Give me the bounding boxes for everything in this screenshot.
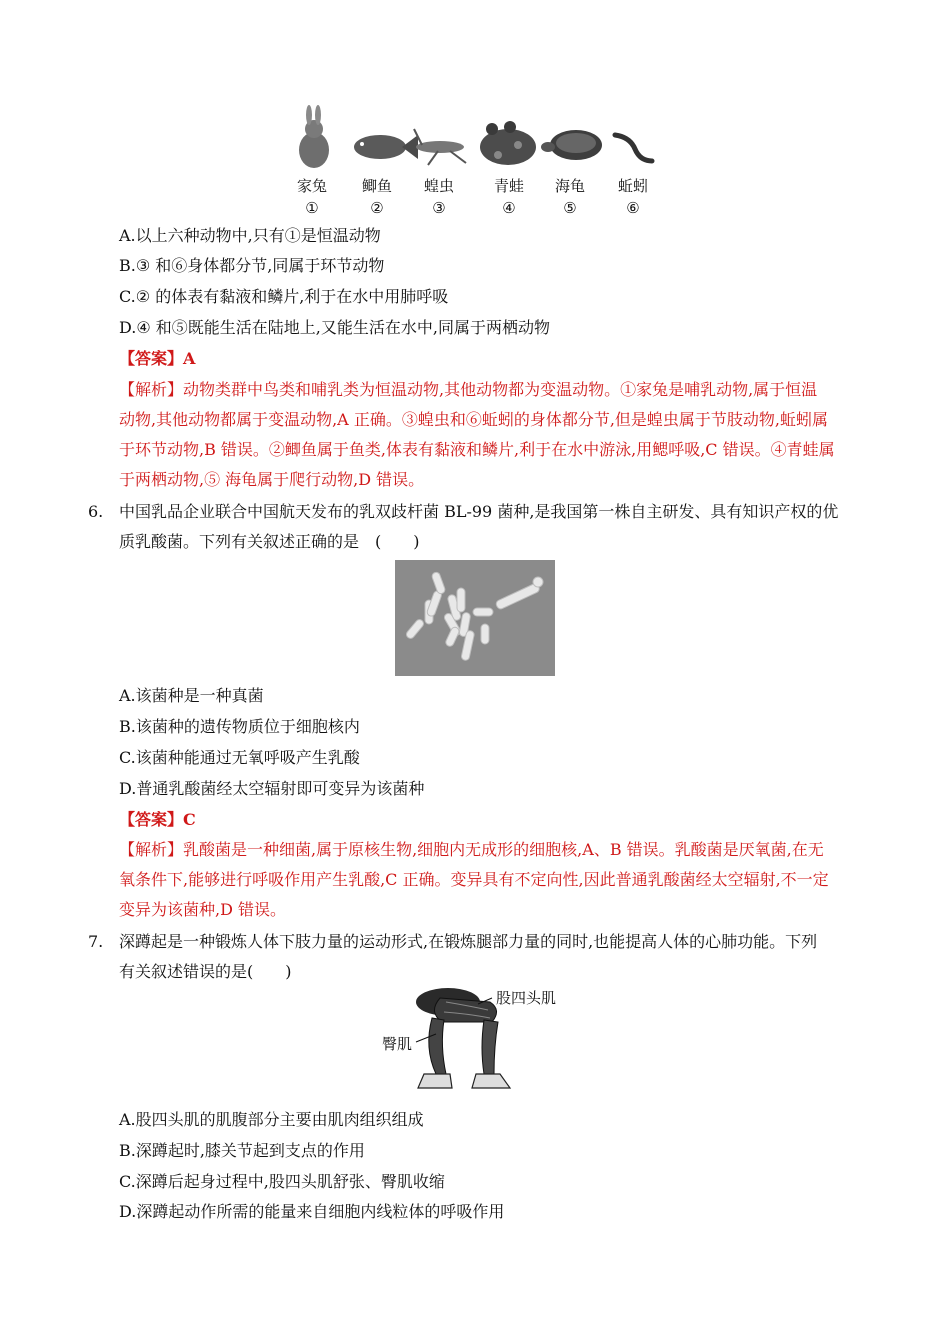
q5-analysis-line: 于环节动物,B 错误。②鲫鱼属于鱼类,体表有黏液和鳞片,利于在水中游泳,用鳃呼吸,C 错误。④青蛙属	[119, 440, 835, 459]
animal-number: ⑤	[563, 199, 577, 217]
quadriceps-label: 股四头肌	[496, 989, 557, 1007]
animal-number: ④	[502, 199, 516, 217]
q5-analysis-line: 动物,其他动物都属于变温动物,A 正确。③蝗虫和⑥蚯蚓的身体都分节,但是蝗虫属于节肢动物,蚯蚓属	[119, 410, 828, 429]
q7-option-d: D.深蹲起动作所需的能量来自细胞内线粒体的呼吸作用	[119, 1202, 505, 1221]
animal-label: 海龟	[554, 177, 585, 195]
squat-figure	[380, 988, 570, 1100]
q7-number: 7.	[88, 932, 104, 951]
q7-option-c: C.深蹲后起身过程中,股四头肌舒张、臀肌收缩	[119, 1172, 445, 1191]
q6-option-d: D.普通乳酸菌经太空辐射即可变异为该菌种	[119, 779, 425, 798]
q5-answer: 【答案】A	[119, 349, 196, 368]
q6-stem-line: 中国乳品企业联合中国航天发布的乳双歧杆菌 BL-99 菌种,是我国第一株自主研发、具有知识产权的优	[119, 502, 839, 521]
frog-image	[480, 121, 536, 165]
animals-figure	[290, 105, 670, 220]
q7-option-b: B.深蹲起时,膝关节起到支点的作用	[119, 1141, 365, 1160]
q7-option-a: A.股四头肌的肌腹部分主要由肌肉组织组成	[119, 1110, 424, 1129]
animal-label: 家兔	[296, 177, 327, 195]
q6-analysis-line: 变异为该菌种,D 错误。	[119, 900, 287, 919]
q5-option-d: D.④ 和⑤既能生活在陆地上,又能生活在水中,同属于两栖动物	[119, 318, 550, 337]
q7-stem-line: 有关叙述错误的是( )	[119, 962, 292, 981]
animal-number: ③	[432, 199, 446, 217]
animal-label: 蝗虫	[423, 177, 454, 195]
q6-analysis-line: 【解析】乳酸菌是一种细菌,属于原核生物,细胞内无成形的细胞核,A、B 错误。乳酸菌是厌氧菌,在无	[119, 840, 824, 859]
q6-number: 6.	[88, 502, 104, 521]
animal-number: ⑥	[626, 199, 640, 217]
q5-option-c: C.② 的体表有黏液和鳞片,利于在水中用肺呼吸	[119, 287, 449, 306]
q5-analysis-line: 于两栖动物,⑤ 海龟属于爬行动物,D 错误。	[119, 470, 425, 489]
q6-answer: 【答案】C	[119, 810, 196, 829]
animal-label: 青蛙	[493, 177, 524, 195]
animal-number: ②	[370, 199, 384, 217]
q5-analysis-line: 【解析】动物类群中鸟类和哺乳类为恒温动物,其他动物都为变温动物。①家兔是哺乳动物,属于恒温	[119, 380, 818, 399]
q6-option-b: B.该菌种的遗传物质位于细胞核内	[119, 717, 360, 736]
bacteria-micrograph	[395, 560, 555, 676]
q5-option-b: B.③ 和⑥身体都分节,同属于环节动物	[119, 256, 385, 275]
q6-option-c: C.该菌种能通过无氧呼吸产生乳酸	[119, 748, 360, 767]
earthworm-image	[615, 135, 652, 161]
animals-illustration	[290, 105, 670, 175]
rabbit-image	[299, 105, 329, 168]
animal-label: 鲫鱼	[361, 177, 392, 195]
q7-stem-line: 深蹲起是一种锻炼人体下肢力量的运动形式,在锻炼腿部力量的同时,也能提高人体的心肺功能。下列	[119, 932, 818, 951]
animal-label: 蚯蚓	[617, 177, 648, 195]
gluteus-label: 臀肌	[382, 1035, 413, 1053]
q5-option-a: A.以上六种动物中,只有①是恒温动物	[119, 226, 381, 245]
turtle-image	[541, 130, 602, 160]
carp-image	[354, 135, 418, 159]
q6-analysis-line: 氧条件下,能够进行呼吸作用产生乳酸,C 正确。变异具有不定向性,因此普通乳酸菌经太空辐射,不一定	[119, 870, 829, 889]
locust-image	[414, 129, 466, 165]
q6-stem-line: 质乳酸菌。下列有关叙述正确的是 ( )	[119, 532, 420, 551]
animal-number: ①	[305, 199, 319, 217]
q6-option-a: A.该菌种是一种真菌	[119, 686, 264, 705]
bacteria-image	[395, 560, 555, 676]
